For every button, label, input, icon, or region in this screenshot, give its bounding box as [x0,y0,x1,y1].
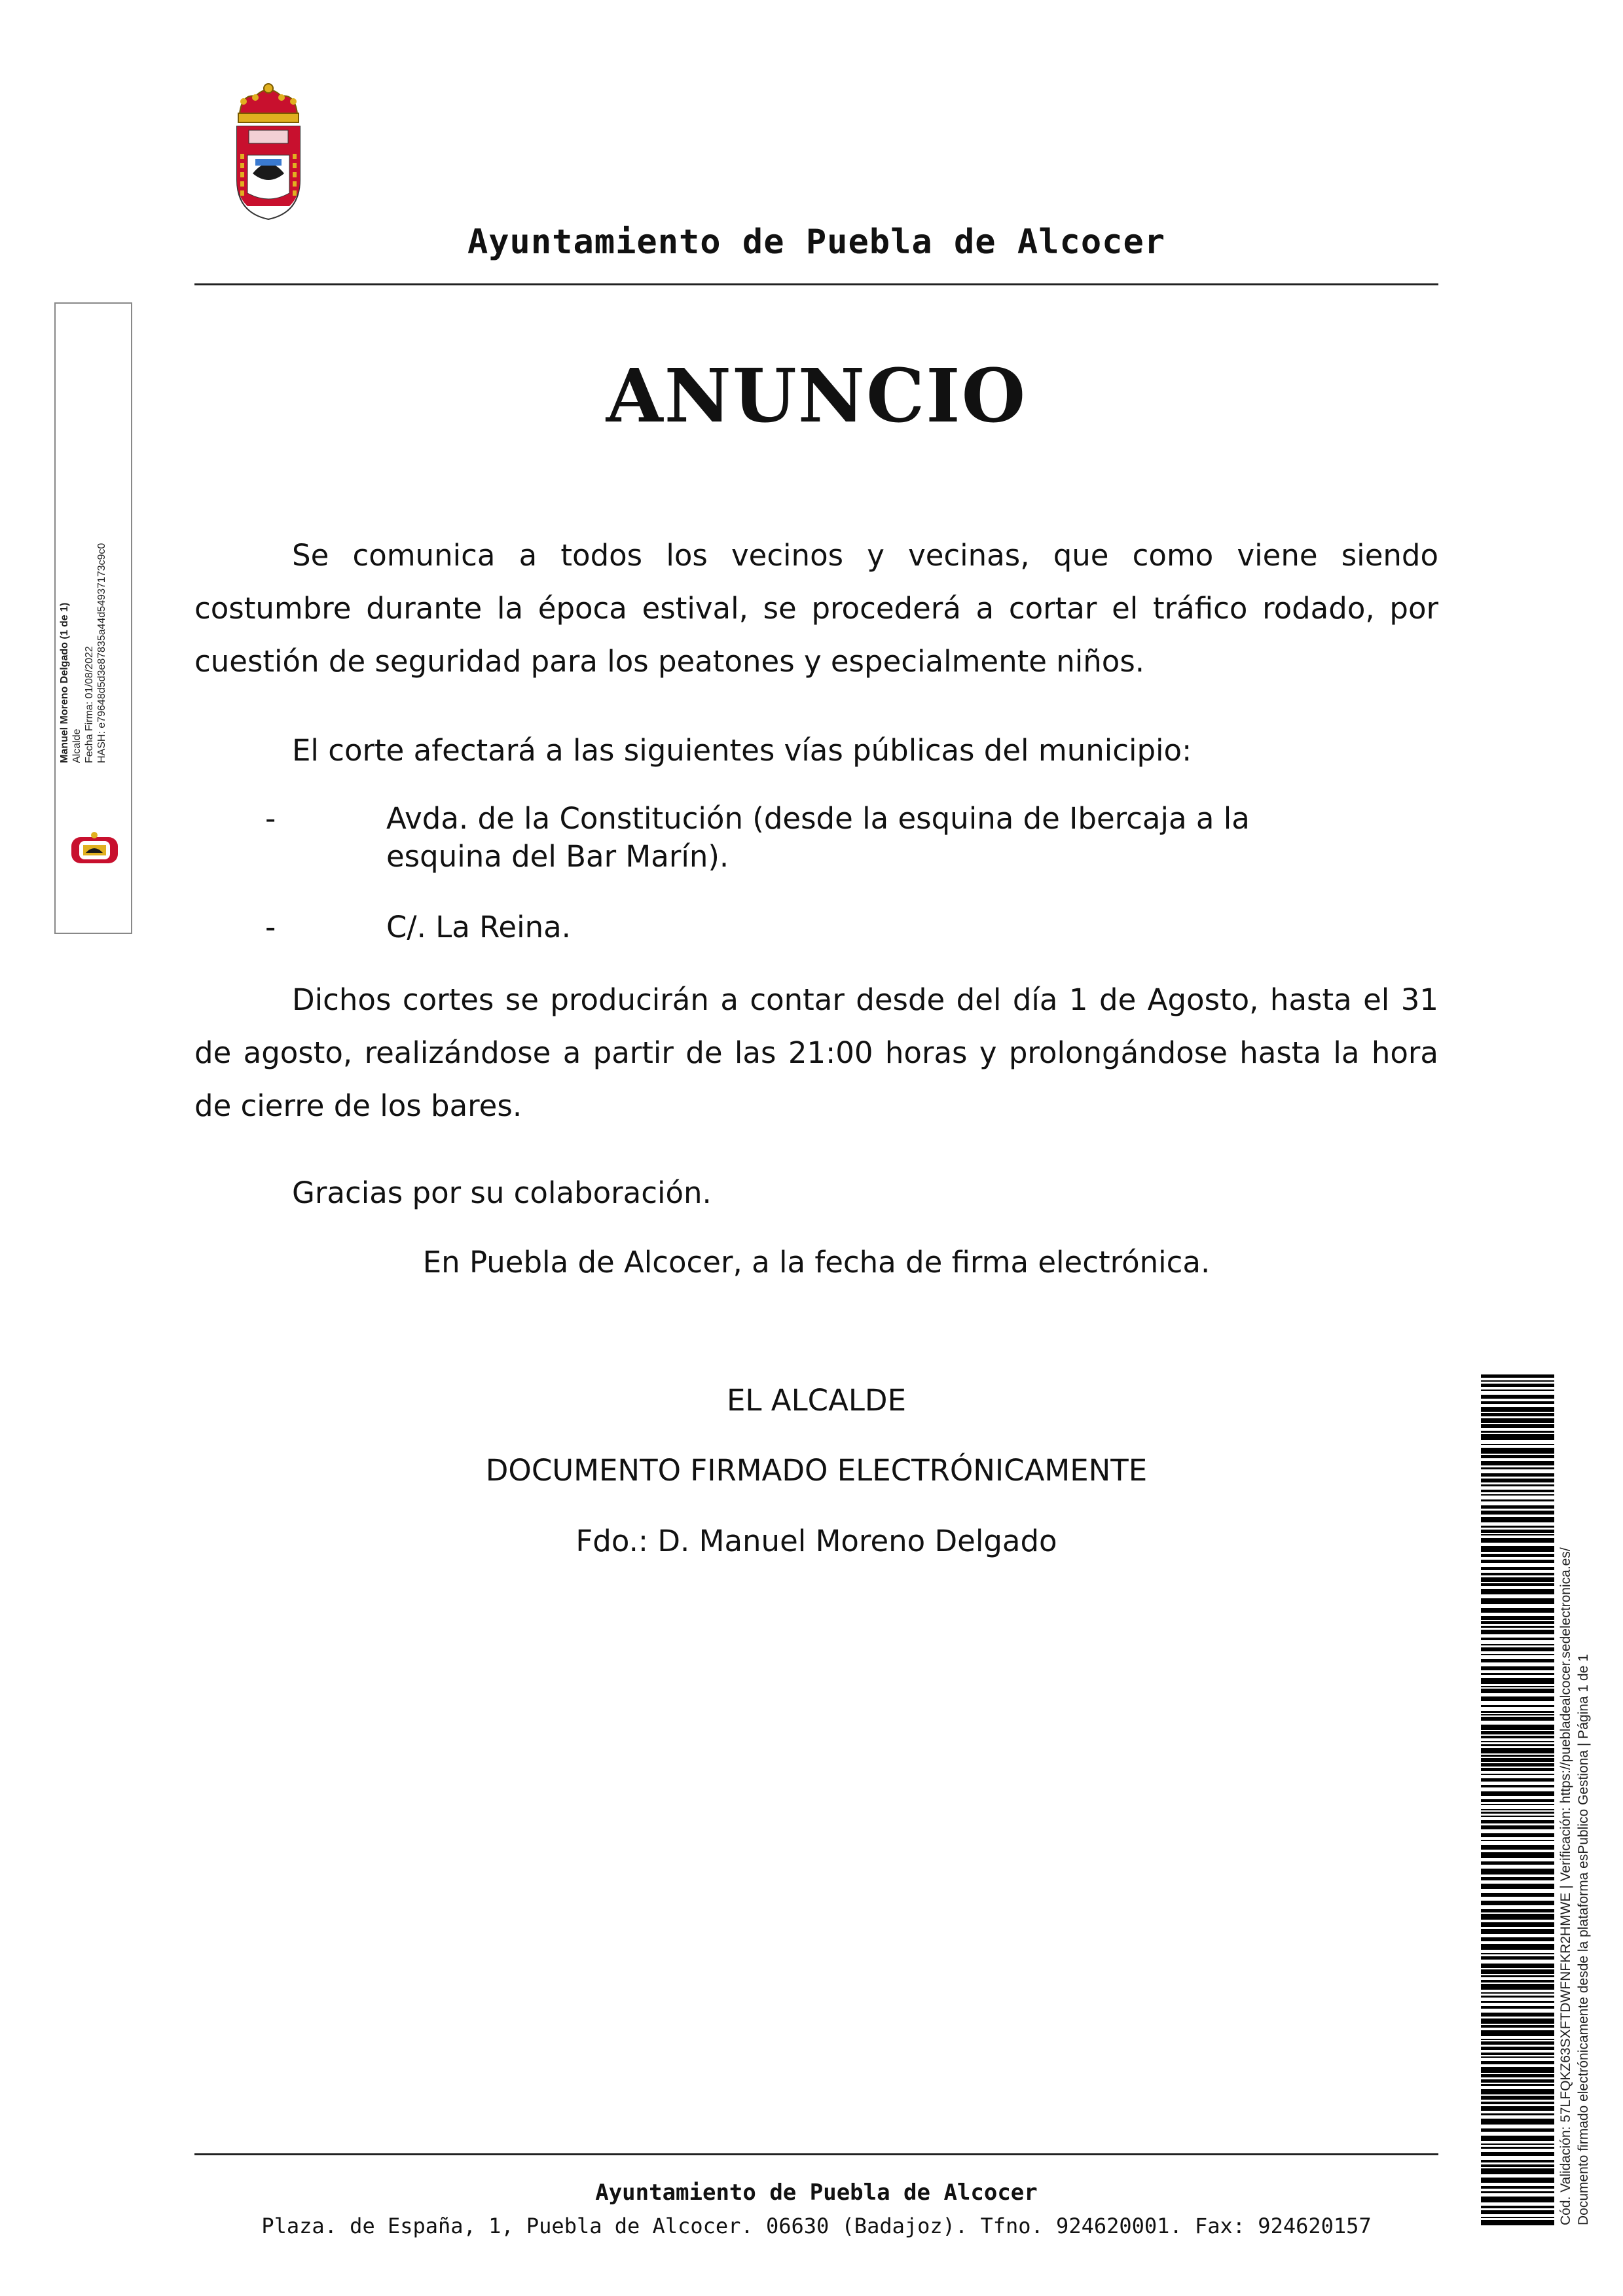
stamp-hash: HASH: e79648d5d3e87835a44d54937173c9c0 [96,543,107,763]
barcode-bar [1481,1799,1554,1802]
list-item [265,800,1303,876]
barcode-bar [1481,1589,1554,1594]
barcode-bar [1481,1484,1554,1486]
list-item-text: Avda. de la Constitución (desde la esquina de Ibercaja a la esquina del Bar Marín). [386,801,1250,874]
barcode-bar [1481,2030,1554,2036]
barcode-bar [1481,1969,1554,1974]
barcode-bar [1481,2067,1554,2073]
barcode-bar [1481,1774,1554,1775]
barcode-bar [1481,1964,1554,1968]
barcode-bar [1481,2197,1554,2202]
paragraph-thanks: Gracias por su colaboración. [292,1175,712,1210]
barcode-bar [1481,1980,1554,1982]
barcode-bar [1481,1717,1554,1721]
barcode-bar [1481,1407,1554,1412]
barcode-bar [1481,2210,1554,2214]
barcode-bar [1481,1546,1554,1552]
list-item [265,908,1303,946]
barcode-bar [1481,1840,1554,1841]
signature-signed-by: Fdo.: D. Manuel Moreno Delgado [575,1524,1057,1558]
footer-organization-name: Ayuntamiento de Puebla de Alcocer [595,2179,1038,2206]
barcode-bar [1481,1996,1554,1998]
barcode-bar [1481,2079,1554,2083]
barcode-bar [1481,1479,1554,1482]
barcode-bar [1481,1490,1554,1492]
barcode-bar [1481,2084,1554,2086]
barcode-bar [1481,1374,1554,1378]
barcode-bar [1481,1711,1554,1713]
barcode-bar [1481,1560,1554,1563]
barcode-bar [1481,1626,1554,1628]
barcode-bar [1481,1673,1554,1675]
barcode-bar [1481,1929,1554,1934]
barcode-bar [1481,2144,1554,2145]
barcode-bar [1481,1833,1554,1837]
barcode-bar [1481,1785,1554,1787]
barcode-bar [1481,1852,1554,1858]
stamp-date: Fecha Firma: 01/08/2022 [84,646,95,763]
stamp-position: Alcalde [71,728,82,763]
barcode-bar [1481,1845,1554,1850]
barcode-bar [1481,2047,1554,2050]
barcode-bar [1481,1380,1554,1382]
barcode-bar [1481,1511,1554,1515]
municipal-crest-logo [229,82,308,223]
barcode-bar [1481,1705,1554,1707]
paragraph-dates: Dichos cortes se producirán a contar desde del día 1 de Agosto, hasta el 31 de agosto, realizándose a partir de las 21:00 horas y prolongándose hasta la hora de cierre de los bares. [194,982,1438,1123]
barcode-bar [1481,1768,1554,1771]
barcode-bar [1481,1877,1554,1880]
barcode-bar [1481,1992,1554,1994]
barcode-bar [1481,2102,1554,2104]
barcode-bar [1481,1816,1554,1817]
barcode-bar [1481,2041,1554,2045]
barcode-bar [1481,1809,1554,1810]
barcode-bar [1481,1820,1554,1823]
barcode-bar [1481,1567,1554,1570]
document-title: ANUNCIO [606,353,1027,439]
barcode-bar [1481,1922,1554,1927]
barcode-bar [1481,1984,1554,1990]
barcode-bar [1481,1473,1554,1477]
barcode-bar [1481,1741,1554,1742]
barcode-bar [1481,2206,1554,2208]
barcode-bar [1481,1499,1554,1501]
footer-address: Plaza. de España, 1, Puebla de Alcocer. 06630 (Badajoz). Tfno. 924620001. Fax: 924620157 [261,2214,1372,2238]
barcode-bar [1481,1861,1554,1865]
barcode-bar [1481,1530,1554,1533]
barcode-bar [1481,1577,1554,1582]
stamp-signer: Manuel Moreno Delgado (1 de 1) [59,602,70,763]
barcode-bar [1481,1758,1554,1762]
signature-note: DOCUMENTO FIRMADO ELECTRÓNICAMENTE [485,1453,1148,1488]
barcode-bar [1481,2106,1554,2111]
paragraph-intro: Se comunica a todos los vecinos y vecinas, que como viene siendo costumbre durante la época estival, se procederá a cortar el tráfico rodado, por cuestión de seguridad para los peatones y especialmente niños. [194,538,1438,679]
barcode-bar [1481,1686,1554,1687]
barcode-bar [1481,1526,1554,1528]
barcode-bar [1481,1598,1554,1604]
barcode-bar [1481,1748,1554,1753]
barcode-bar [1481,2160,1554,2162]
barcode-bar [1481,1616,1554,1620]
barcode-bar [1481,1956,1554,1960]
barcode-bar [1481,2018,1554,2024]
barcode-bar [1481,1644,1554,1645]
barcode-bar [1481,1884,1554,1889]
barcode-bar [1481,1725,1554,1730]
barcode-bar [1481,1825,1554,1829]
barcode-bar [1481,1909,1554,1912]
barcode-bar [1481,1763,1554,1767]
barcode-bar [1481,2039,1554,2040]
barcode-bar [1481,2074,1554,2077]
barcode-bar [1481,1714,1554,1715]
barcode-bar [1481,2164,1554,2167]
barcode-bar [1481,1647,1554,1651]
validation-barcode [1481,1374,1554,2225]
barcode-bar [1481,1696,1554,1701]
barcode-bar [1481,1812,1554,1814]
barcode-bar [1481,1505,1554,1509]
header-divider [194,283,1438,285]
barcode-bar [1481,1914,1554,1920]
barcode-bar [1481,2061,1554,2064]
barcode-bar [1481,1731,1554,1734]
stamp-crest-icon [70,831,119,870]
barcode-bar [1481,1538,1554,1543]
barcode-bar [1481,2191,1554,2193]
barcode-bar [1481,1390,1554,1391]
barcode-bar [1481,1395,1554,1399]
barcode-bar [1481,2006,1554,2009]
barcode-bar [1481,1893,1554,1897]
barcode-bar [1481,2119,1554,2125]
barcode-bar [1481,1869,1554,1874]
barcode-bar [1481,1431,1554,1433]
barcode-bar [1481,1638,1554,1640]
barcode-bar [1481,1901,1554,1905]
barcode-bar [1481,1678,1554,1684]
barcode-bar [1481,1517,1554,1522]
barcode-bar [1481,1401,1554,1404]
barcode-bar [1481,2013,1554,2017]
barcode-bar [1481,2152,1554,2156]
barcode-bar [1481,1455,1554,1458]
barcode-bar [1481,1434,1554,1440]
bullet-dash: - [265,801,276,836]
barcode-bar [1481,1755,1554,1757]
barcode-bar [1481,1534,1554,1535]
barcode-bar [1481,1424,1554,1428]
signature-stamp-text [58,469,108,763]
paragraph-affected-streets: El corte afectará a las siguientes vías públicas del municipio: [292,733,1192,768]
barcode-bar [1481,1689,1554,1693]
barcode-bar [1481,2113,1554,2115]
barcode-bar [1481,1494,1554,1496]
barcode-bar [1481,1975,1554,1977]
barcode-bar [1481,1630,1554,1634]
barcode-bar [1481,1621,1554,1624]
validation-text [1557,1374,1592,2225]
barcode-bar [1481,1736,1554,1738]
barcode-bar [1481,1953,1554,1954]
validation-platform-line: Documento firmado electrónicamente desde la plataforma esPublico Gestiona | Página 1 de 1 [1576,1654,1591,2225]
barcode-bar [1481,1804,1554,1805]
barcode-bar [1481,2136,1554,2141]
list-item-text: C/. La Reina. [386,910,571,944]
barcode-bar [1481,2089,1554,2094]
barcode-bar [1481,2096,1554,2100]
barcode-bar [1481,1778,1554,1782]
footer-divider [194,2153,1438,2155]
barcode-bar [1481,2128,1554,2132]
barcode-bar [1481,2186,1554,2189]
barcode-bar [1481,1444,1554,1445]
barcode-bar [1481,2147,1554,2149]
barcode-bar [1481,1418,1554,1423]
barcode-bar [1481,2053,1554,2055]
barcode-bar [1481,1384,1554,1387]
barcode-bar [1481,2168,1554,2174]
barcode-bar [1481,1467,1554,1469]
signature-stamp [54,302,132,934]
header-title: Ayuntamiento de Puebla de Alcocer [467,223,1166,262]
barcode-bar [1481,1744,1554,1746]
barcode-bar [1481,1461,1554,1465]
barcode-bar [1481,1448,1554,1454]
barcode-bar [1481,2217,1554,2218]
barcode-bar [1481,2056,1554,2058]
barcode-bar [1481,1608,1554,1613]
barcode-bar [1481,1654,1554,1655]
barcode-bar [1481,1659,1554,1662]
barcode-bar [1481,1583,1554,1586]
barcode-bar [1481,2178,1554,2183]
paragraph-place-date: En Puebla de Alcocer, a la fecha de firma electrónica. [422,1245,1211,1280]
barcode-bar [1481,1554,1554,1557]
bullet-dash: - [265,910,276,944]
barcode-bar [1481,1944,1554,1950]
barcode-bar [1481,1937,1554,1941]
barcode-bar [1481,2025,1554,2028]
barcode-bar [1481,1573,1554,1575]
signature-role: EL ALCALDE [726,1383,907,1418]
barcode-bar [1481,1666,1554,1670]
validation-code-line: Cód. Validación: 57LFQKZ63SXFTDWFNFKR2HMWE | Verificación: https://puebladealcocer.sedelectronica.es/ [1558,1547,1573,2225]
barcode-bar [1481,2220,1554,2225]
barcode-bar [1481,1413,1554,1416]
barcode-bar [1481,2001,1554,2003]
barcode-bar [1481,1791,1554,1796]
